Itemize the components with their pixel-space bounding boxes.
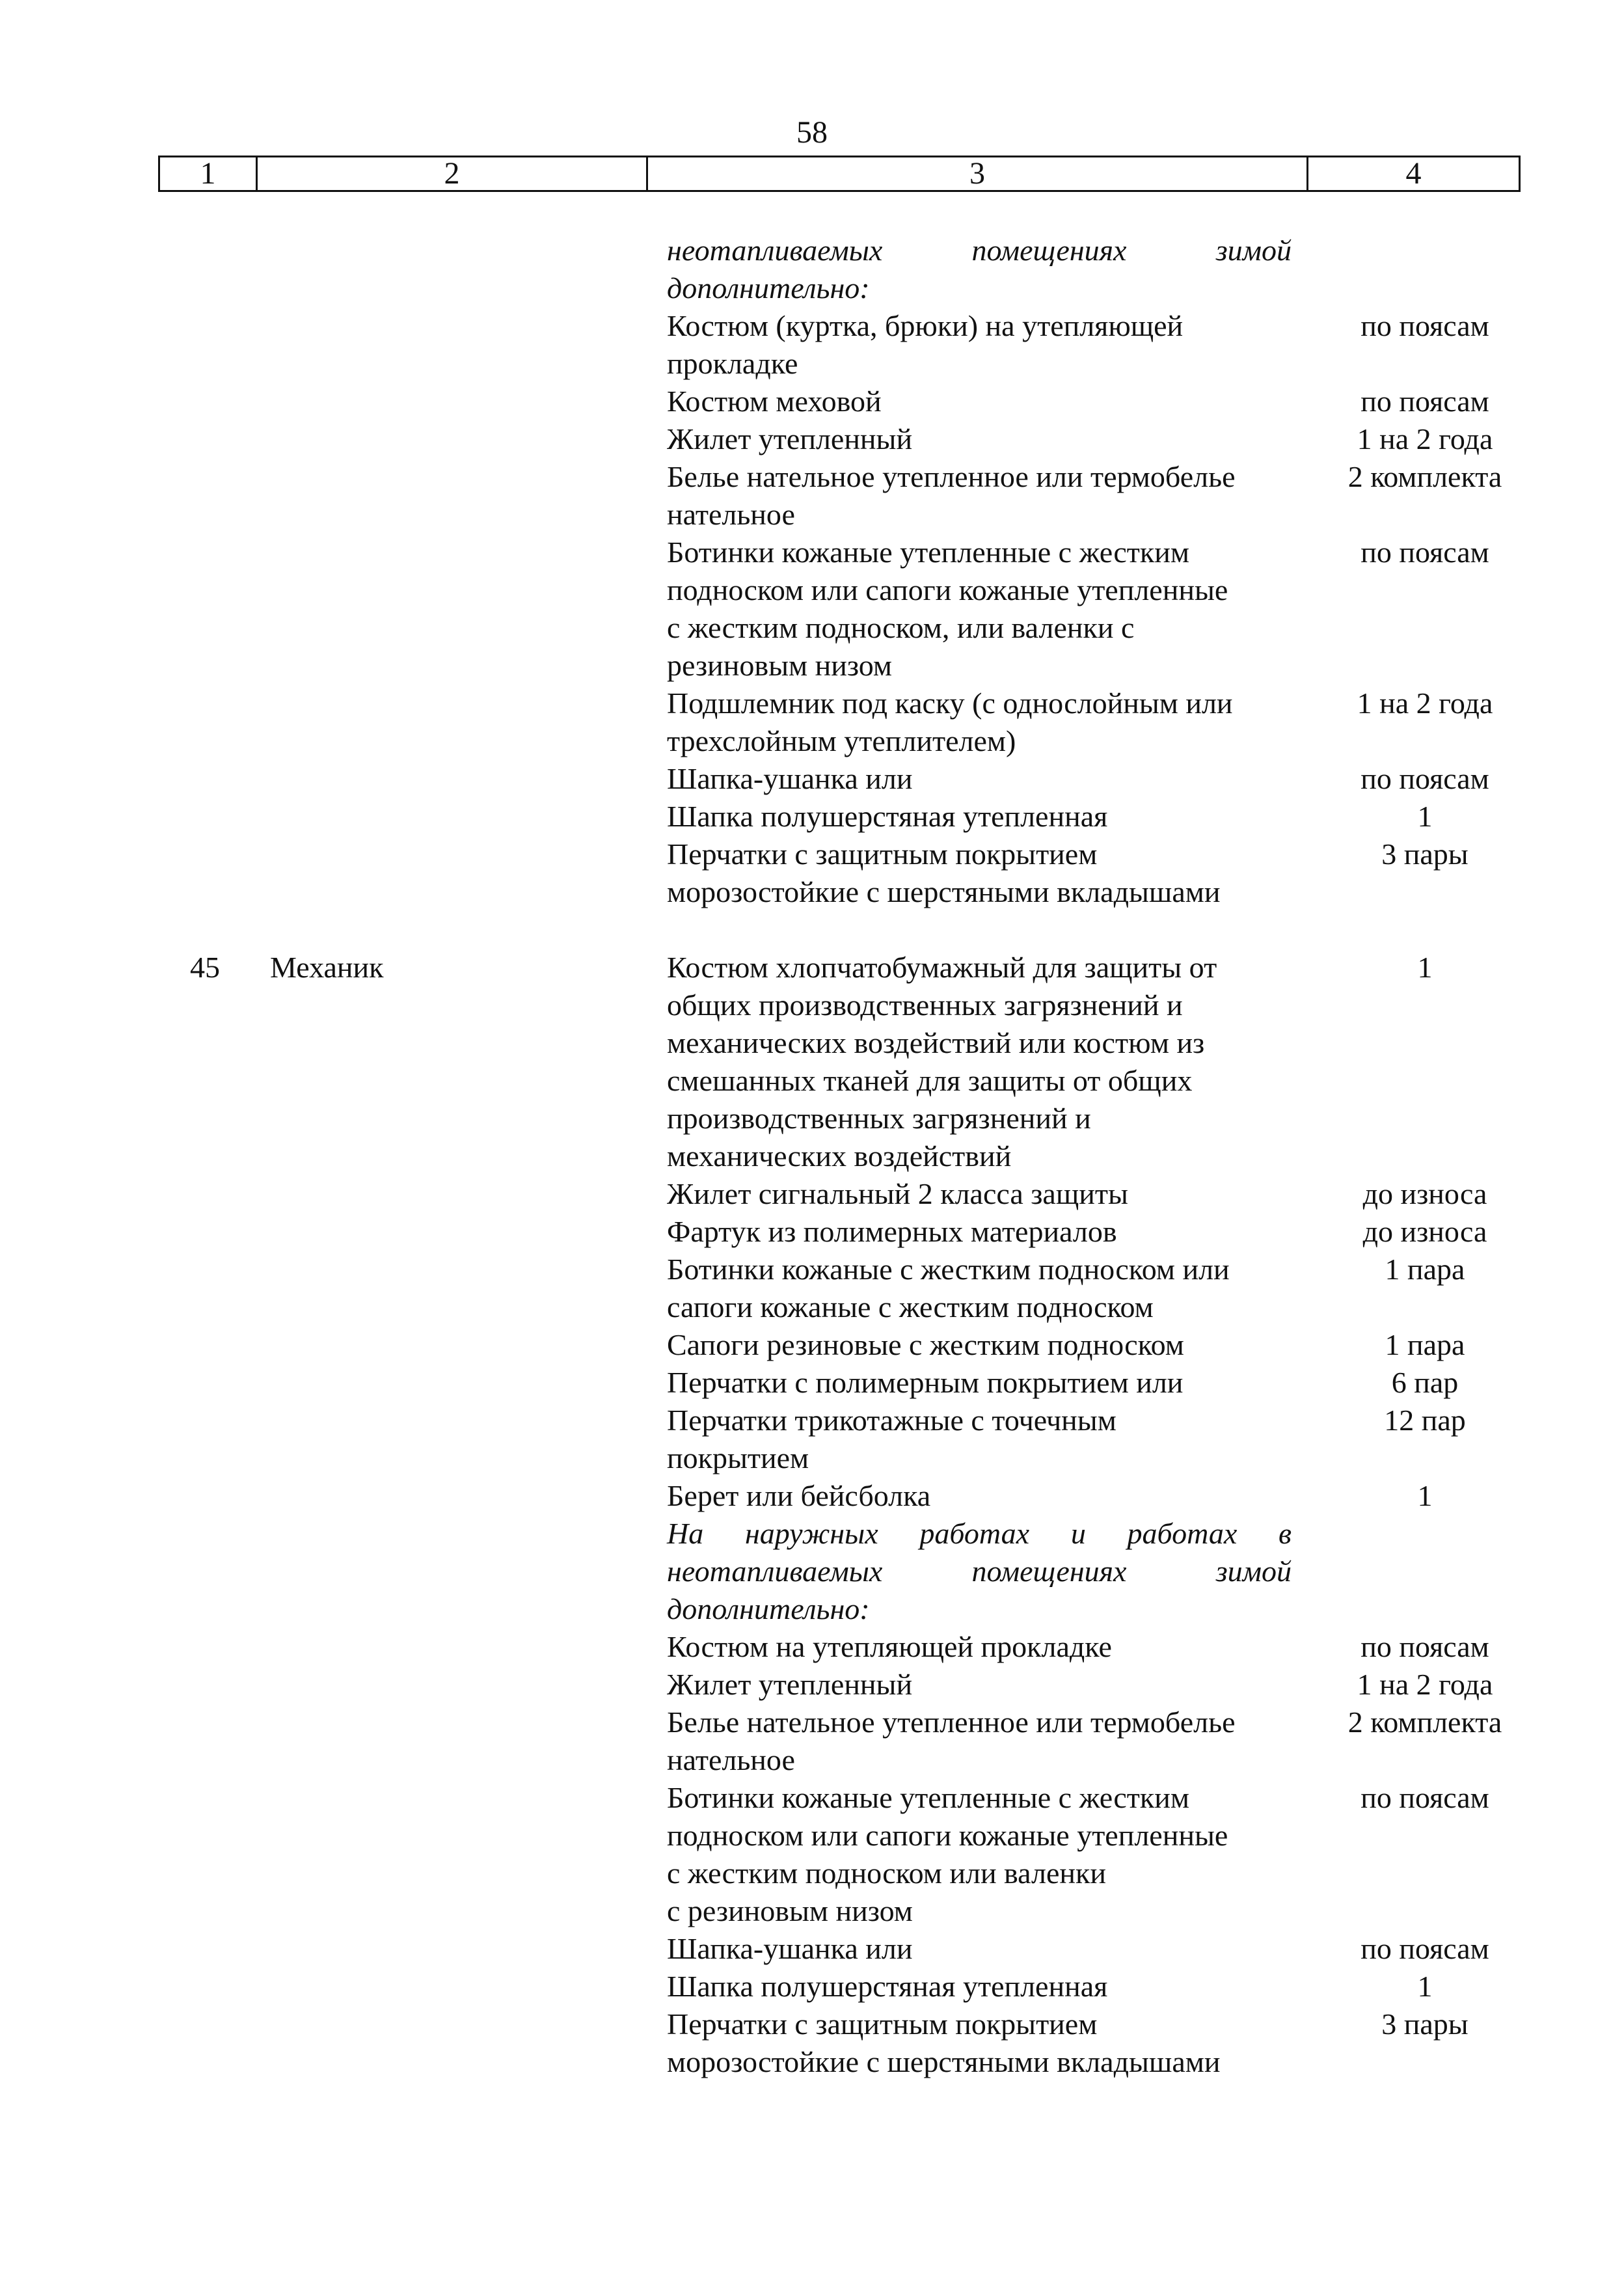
profession-name: Механик xyxy=(270,951,384,984)
item-line: Подшлемник под каску (с однослойным или xyxy=(667,686,1233,720)
item-line: Шапка-ушанка или xyxy=(667,762,913,795)
table-row xyxy=(0,1515,1624,1628)
table-row xyxy=(0,1779,1624,1930)
item-line: Шапка-ушанка или xyxy=(667,1932,913,1965)
issue-norm: 1 xyxy=(1417,1970,1433,2003)
item-line: Ботинки кожаные с жестким подноском или xyxy=(667,1253,1230,1286)
item-line: Перчатки с полимерным покрытием или xyxy=(667,1366,1184,1399)
item-line: с резиновым низом xyxy=(667,1894,913,1927)
table-row xyxy=(0,1364,1624,1402)
table-row xyxy=(0,1251,1624,1326)
issue-norm: по поясам xyxy=(1360,762,1489,795)
issue-norm: 1 пара xyxy=(1385,1253,1465,1286)
item-line: дополнительно: xyxy=(667,1592,870,1625)
table-row xyxy=(0,534,1624,685)
item-line: Шапка полушерстяная утепленная xyxy=(667,1970,1108,2003)
header-col-1: 1 xyxy=(160,157,258,190)
header-col-2: 2 xyxy=(258,157,648,190)
issue-norm: 3 пары xyxy=(1381,2007,1468,2041)
item-description xyxy=(667,1968,1292,2005)
item-line: подноском или сапоги кожаные утепленные xyxy=(667,1819,1228,1852)
table-row xyxy=(0,835,1624,911)
table-row xyxy=(0,1968,1624,2005)
item-description xyxy=(667,1364,1292,1402)
item-line: Перчатки с защитным покрытием xyxy=(667,837,1098,871)
item-line: с жестким подноском, или валенки с xyxy=(667,611,1135,644)
table-row xyxy=(0,1930,1624,1968)
issue-norm: 2 комплекта xyxy=(1347,1705,1502,1739)
table-row xyxy=(0,1326,1624,1364)
section-note xyxy=(667,232,1292,307)
item-line: Жилет утепленный xyxy=(667,1668,913,1701)
item-description xyxy=(667,1628,1292,1666)
item-description xyxy=(667,1704,1292,1779)
item-line: покрытием xyxy=(667,1441,809,1474)
issue-norm: до износа xyxy=(1362,1177,1487,1210)
item-line: механических воздействий xyxy=(667,1139,1012,1173)
item-line: общих производственных загрязнений и xyxy=(667,988,1183,1022)
item-line: Шапка полушерстяная утепленная xyxy=(667,800,1108,833)
table-row xyxy=(0,307,1624,383)
item-description xyxy=(667,760,1292,798)
table-row xyxy=(0,685,1624,760)
item-line: Жилет утепленный xyxy=(667,422,913,455)
table-row xyxy=(0,1704,1624,1779)
issue-norm: 1 xyxy=(1417,951,1433,984)
item-description xyxy=(667,383,1292,420)
table-row xyxy=(0,1213,1624,1251)
table-row xyxy=(0,949,1624,1175)
issue-norm: 12 пар xyxy=(1384,1404,1466,1437)
item-line: Белье нательное утепленное или термобелье xyxy=(667,1705,1236,1739)
item-description xyxy=(667,1175,1292,1213)
issue-norm: 1 на 2 года xyxy=(1357,422,1493,455)
table-row xyxy=(0,1666,1624,1704)
item-line: Берет или бейсболка xyxy=(667,1479,931,1512)
item-line: Жилет сигнальный 2 класса защиты xyxy=(667,1177,1128,1210)
table-row xyxy=(0,798,1624,835)
item-description xyxy=(667,1402,1292,1477)
item-description xyxy=(667,1251,1292,1326)
item-line: резиновым низом xyxy=(667,649,892,682)
issue-norm: 6 пар xyxy=(1391,1366,1459,1399)
item-line: Белье нательное утепленное или термобелье xyxy=(667,460,1236,493)
item-line: Ботинки кожаные утепленные с жестким xyxy=(667,536,1189,569)
item-description xyxy=(667,1326,1292,1364)
issue-norm: 1 xyxy=(1417,800,1433,833)
table-row xyxy=(0,760,1624,798)
item-line: Сапоги резиновые с жестким подноском xyxy=(667,1328,1184,1361)
item-line: Костюм (куртка, брюки) на утепляющей xyxy=(667,309,1184,342)
issue-norm: по поясам xyxy=(1360,309,1489,342)
issue-norm: до износа xyxy=(1362,1215,1487,1248)
item-line: смешанных тканей для защиты от общих xyxy=(667,1064,1193,1097)
table-row xyxy=(0,1477,1624,1515)
page-number: 58 xyxy=(796,115,828,150)
header-col-3: 3 xyxy=(648,157,1308,190)
item-line: сапоги кожаные с жестким подноском xyxy=(667,1290,1154,1324)
table-row xyxy=(0,2005,1624,2081)
issue-norm: 1 пара xyxy=(1385,1328,1465,1361)
section-note xyxy=(667,1515,1292,1628)
item-description xyxy=(667,1477,1292,1515)
issue-norm: по поясам xyxy=(1360,1932,1489,1965)
header-col-4: 4 xyxy=(1405,156,1422,191)
table-row xyxy=(0,1628,1624,1666)
item-description xyxy=(667,1779,1292,1930)
item-description xyxy=(667,949,1292,1175)
table-row xyxy=(0,458,1624,534)
item-description xyxy=(667,1930,1292,1968)
issue-norm: 1 на 2 года xyxy=(1357,1668,1493,1701)
item-line: морозостойкие с шерстяными вкладышами xyxy=(667,2045,1221,2078)
issue-norm: по поясам xyxy=(1360,385,1489,418)
item-line: Перчатки трикотажные с точечным xyxy=(667,1404,1116,1437)
item-line: Перчатки с защитным покрытием xyxy=(667,2007,1098,2041)
item-line: Костюм меховой xyxy=(667,385,882,418)
item-description xyxy=(667,835,1292,911)
row-spacer xyxy=(0,911,1624,949)
table-body xyxy=(0,232,1624,2081)
item-line: неотапливаемых помещениях зимой xyxy=(667,1555,1292,1588)
item-line: неотапливаемых помещениях зимой xyxy=(667,234,1292,267)
item-line: прокладке xyxy=(667,347,798,380)
issue-norm: 1 на 2 года xyxy=(1357,686,1493,720)
issue-norm: по поясам xyxy=(1360,1781,1489,1814)
item-description xyxy=(667,1213,1292,1251)
item-line: подноском или сапоги кожаные утепленные xyxy=(667,573,1228,606)
table-row xyxy=(0,232,1624,307)
item-description xyxy=(667,798,1292,835)
item-line: Ботинки кожаные утепленные с жестким xyxy=(667,1781,1189,1814)
item-description xyxy=(667,307,1292,383)
table-row xyxy=(0,1402,1624,1477)
item-description xyxy=(667,420,1292,458)
issue-norm: 3 пары xyxy=(1381,837,1468,871)
item-description xyxy=(667,1666,1292,1704)
issue-norm: 1 xyxy=(1417,1479,1433,1512)
item-line: дополнительно: xyxy=(667,271,870,305)
item-line: нательное xyxy=(667,1743,795,1776)
item-description xyxy=(667,2005,1292,2081)
item-description xyxy=(667,458,1292,534)
item-line: На наружных работах и работах в xyxy=(667,1517,1292,1550)
item-line: с жестким подноском или валенки xyxy=(667,1856,1106,1890)
row-number: 45 xyxy=(190,951,220,984)
item-line: производственных загрязнений и xyxy=(667,1102,1091,1135)
item-line: Костюм хлопчатобумажный для защиты от xyxy=(667,951,1217,984)
item-description xyxy=(667,534,1292,685)
table-row xyxy=(0,383,1624,420)
item-line: нательное xyxy=(667,498,795,531)
table-row xyxy=(0,420,1624,458)
item-line: Костюм на утепляющей прокладке xyxy=(667,1630,1112,1663)
issue-norm: по поясам xyxy=(1360,1630,1489,1663)
item-line: механических воздействий или костюм из xyxy=(667,1026,1205,1059)
item-line: Фартук из полимерных материалов xyxy=(667,1215,1117,1248)
issue-norm: по поясам xyxy=(1360,536,1489,569)
item-line: трехслойным утеплителем) xyxy=(667,724,1016,757)
item-line: морозостойкие с шерстяными вкладышами xyxy=(667,875,1221,908)
table-row xyxy=(0,1175,1624,1213)
issue-norm: 2 комплекта xyxy=(1347,460,1502,493)
table-header xyxy=(158,156,1521,192)
item-description xyxy=(667,685,1292,760)
